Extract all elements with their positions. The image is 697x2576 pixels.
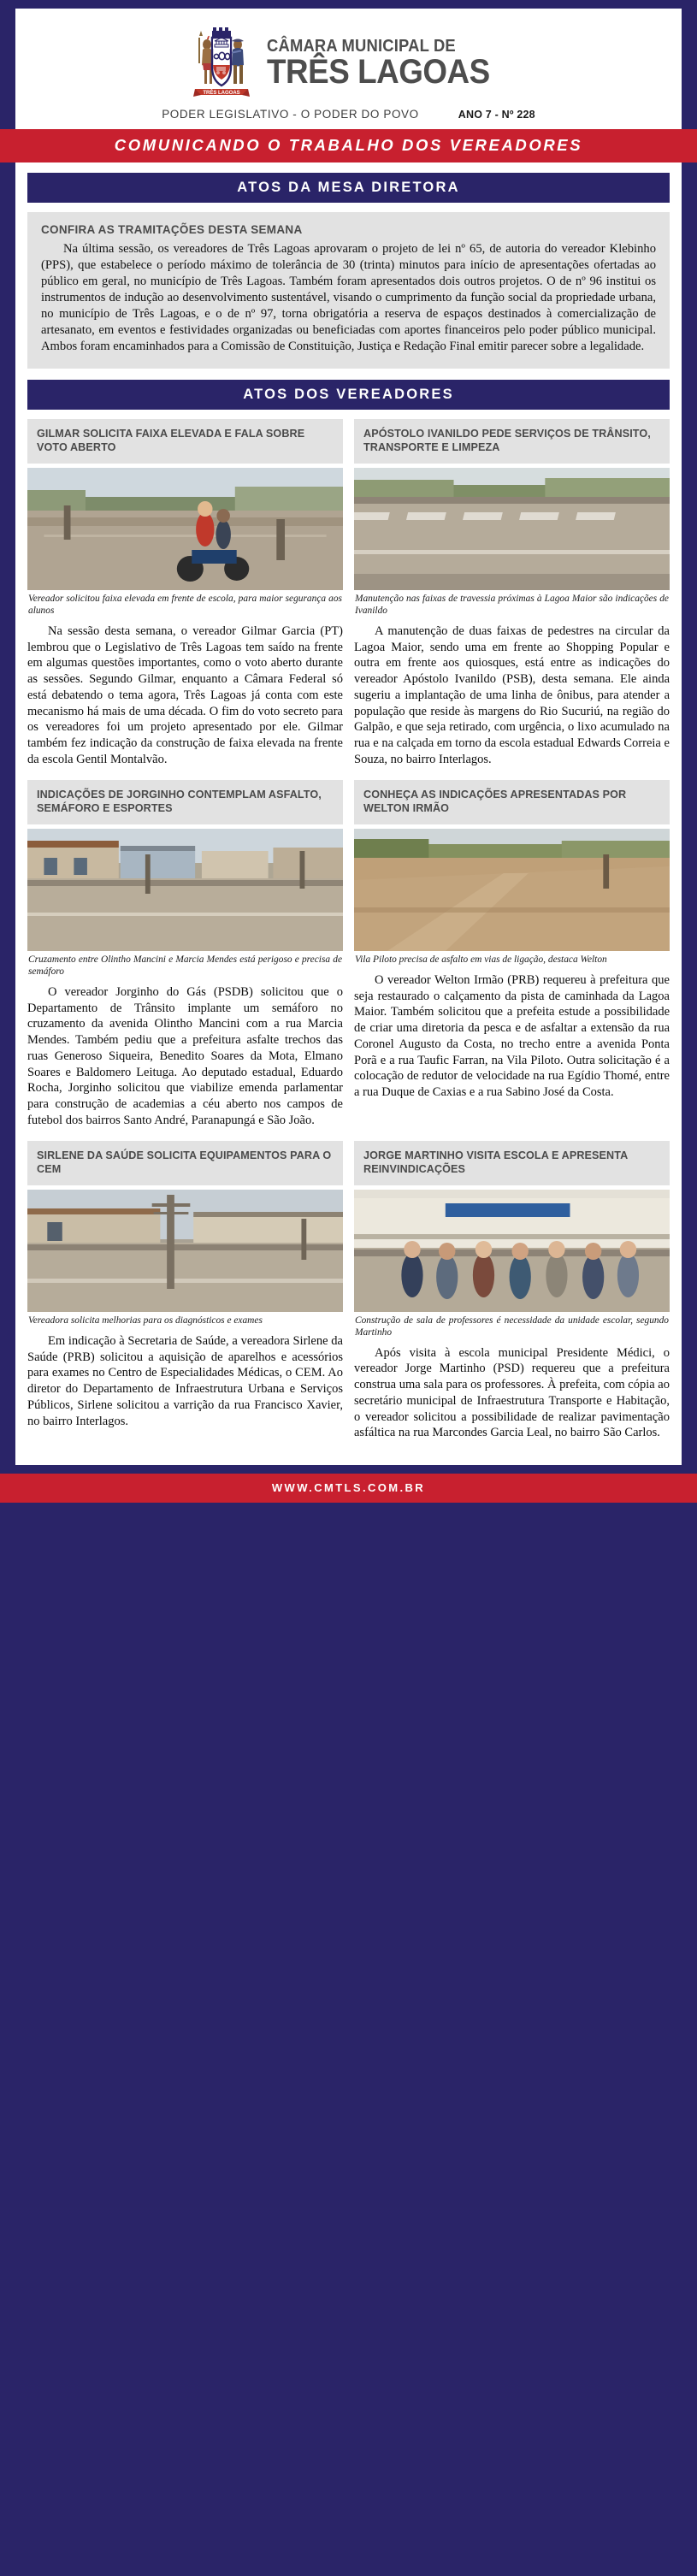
brand-line-city: TRÊS LAGOAS [266, 52, 490, 91]
masthead-subrow [15, 104, 682, 129]
masthead-slogan: PODER LEGISLATIVO - O PODER DO POVO [162, 108, 419, 121]
article-photo-street-corner-houses [27, 829, 343, 951]
section-header-atos-vereadores: ATOS DOS VEREADORES [27, 380, 670, 410]
mesa-diretora-block [27, 212, 670, 369]
article-photo-street-scene-motorcycle-riders [27, 468, 343, 590]
section-header-mesa-diretora: ATOS DA MESA DIRETORA [27, 173, 670, 203]
brand-wordmark [267, 38, 509, 90]
article-card [27, 780, 343, 1129]
article-photo-sidewalk-utility-pole-building [27, 1190, 343, 1312]
article-caption: Manutenção nas faixas de travessia próximas à Lagoa Maior são indicações de Ivanildo [355, 594, 669, 616]
article-headline: CONHEÇA AS INDICAÇÕES APRESENTADAS POR WELTON IRMÃO [354, 780, 670, 824]
brand-line-camara: CÂMARA MUNICIPAL DE [266, 36, 456, 56]
article-card [354, 1141, 670, 1442]
content-card [15, 162, 682, 1465]
article-card [27, 1141, 343, 1442]
article-headline: SIRLENE DA SAÚDE SOLICITA EQUIPAMENTOS PARA O CEM [27, 1141, 343, 1185]
article-caption: Vila Piloto precisa de asfalto em vias de ligação, destaca Welton [355, 954, 607, 965]
article-headline: APÓSTOLO IVANILDO PEDE SERVIÇOS DE TRÂNSITO, TRANSPORTE E LIMPEZA [354, 419, 670, 464]
mesa-diretora-kicker: CONFIRA AS TRAMITAÇÕES DESTA SEMANA [41, 223, 303, 236]
article-caption: Cruzamento entre Olintho Mancini e Marcia Mendes está perigoso e precisa de semáforo [28, 954, 342, 977]
article-headline: INDICAÇÕES DE JORGINHO CONTEMPLAM ASFALTO, SEMÁFORO E ESPORTES [27, 780, 343, 824]
article-body: A manutenção de duas faixas de pedestres na circular da Lagoa Maior, sendo uma em frente ao Shopping Popular e outra em frente aos quiosques, está entre as indicações do vereador Apóstolo Ivanildo (PSB), desta semana. Ele ainda sugeriu a implantação de uma linha de ônibus, para atender a população que reside às margens do Rio Sucuriú, na região do Galpão, e que seja retirado, com urgência, o lixo acumulado na rua e na calçada em torno da escola estadual Edwards Correia e Souza, no bairro Interlagos. [354, 623, 670, 766]
article-headline: JORGE MARTINHO VISITA ESCOLA E APRESENTA REINVINDICAÇÕES [354, 1141, 670, 1185]
footer-website[interactable]: WWW.CMTLS.COM.BR [0, 1474, 697, 1503]
article-body: Após visita à escola municipal Presidente Médici, o vereador Jorge Martinho (PSD) requereu que a prefeitura construa uma sala para os professores. À prefeita, com cópia ao secretário municipal de Infraestrutura Transporte e Habitação, o vereador solicitou a possibilidade de realizar pavimentação asfáltica na rua Marcondes Garcia Leal, no bairro São Carlos. [354, 1345, 670, 1440]
article-caption: Construção de sala de professores é necessidade da unidade escolar, segundo Martinho [355, 1315, 669, 1338]
masthead [15, 9, 682, 129]
article-photo-school-visit-group-photo [354, 1190, 670, 1312]
article-card [354, 780, 670, 1129]
masthead-tagline-bar: COMUNICANDO O TRABALHO DOS VEREADORES [0, 129, 697, 162]
article-caption: Vereadora solicita melhorias para os diagnósticos e exames [28, 1315, 263, 1326]
article-body: Em indicação à Secretaria de Saúde, a vereadora Sirlene da Saúde (PRB) solicitou a aquisição de aparelhos e acessórios para exames no Centro de Especialidades Médicas, o CEM. Ao diretor do Departamento de Infraestrutura Urbana e Serviços Públicos, Sirlene solicitou a varrição da rua Francisco Xavier, no bairro Interlagos. [27, 1333, 343, 1428]
mesa-diretora-body: Na última sessão, os vereadores de Três Lagoas aprovaram o projeto de lei nº 65, de autoria do vereador Klebinho (PPS), que estabelece o período máximo de tolerância de 30 (trinta) minutos para início de apresentações ofertadas ao público em geral, no município de Três Lagoas. Também foram apresentados dois outros projetos. O de nº 96 institui os instrumentos de indução ao desenvolvimento sustentável, visando o cumprimento da função social da propriedade urbana, no município de Três Lagoas, e o de nº 97, torna obrigatória a reserva de espaços destinados à comercialização de artesanato, em eventos e festividades organizadas ou beneficiadas com aportes financeiros pelo poder público municipal. Ambos foram encaminhados para a Comissão de Constituição, Justiça e Redação Final emitir parecer sobre a legalidade. [41, 242, 656, 353]
masthead-issue-number: ANO 7 - Nº 228 [458, 109, 535, 121]
article-body: Na sessão desta semana, o vereador Gilmar Garcia (PT) lembrou que o Legislativo de Três Lagoas tem saído na frente em algumas questões importantes, como o voto aberto durante as sessões. Segundo Gilmar, enquanto a Câmara Federal só está debatendo o tema agora, Três Lagoas já conta com este mecanismo há mais de uma década. O fim do voto secreto para os vereadores foi um projeto apresentado por ele. Gilmar também fez indicação da construção de faixa elevada na frente da escola Gentil Montalvão. [27, 623, 343, 766]
articles-grid [27, 419, 670, 1453]
coat-of-arms-icon [188, 24, 255, 103]
article-card [27, 419, 343, 768]
article-headline: GILMAR SOLICITA FAIXA ELEVADA E FALA SOBRE VOTO ABERTO [27, 419, 343, 464]
brand-row [15, 21, 682, 104]
article-body: O vereador Welton Irmão (PRB) requereu à prefeitura que seja restaurado o calçamento da pista de caminhada da Lagoa Maior. Também solicitou que a prefeita estude a possibilidade de criar uma diretoria da pesca e de asfaltar a extensão da rua Coronel Augusto da Costa, no trecho entre a avenida Ponta Porã e a rua Taufic Farran, na Vila Piloto. Outra solicitação é a colocação de redutor de velocidade na rua Egídio Thomé, entre a rua Duque de Caxias e a rua Sabino José da Costa. [354, 972, 670, 1100]
svg-text:TRÊS LAGOAS: TRÊS LAGOAS [203, 91, 240, 96]
article-photo-road-crosswalk-lagoa-maior [354, 468, 670, 590]
article-body: O vereador Jorginho do Gás (PSDB) solicitou que o Departamento de Trânsito implante um semáforo no cruzamento da avenida Olintho Mancini com a rua Marcia Mendes. Também pediu que a prefeitura asfalte trechos das ruas Generoso Siqueira, Benedito Soares da Mota, Elmano Soares e Baldomero Leituga. Ao deputado estadual, Eduardo Rocha, Jorginho solicitou que viabilize emenda parlamentar para construção de academias a céu aberto nos campos de futebol dos bairros Santo André, Paranapungá e São João. [27, 984, 343, 1127]
article-card [354, 419, 670, 768]
article-caption: Vereador solicitou faixa elevada em frente de escola, para maior segurança aos alunos [28, 594, 342, 616]
article-photo-dirt-road-vila-piloto [354, 829, 670, 951]
